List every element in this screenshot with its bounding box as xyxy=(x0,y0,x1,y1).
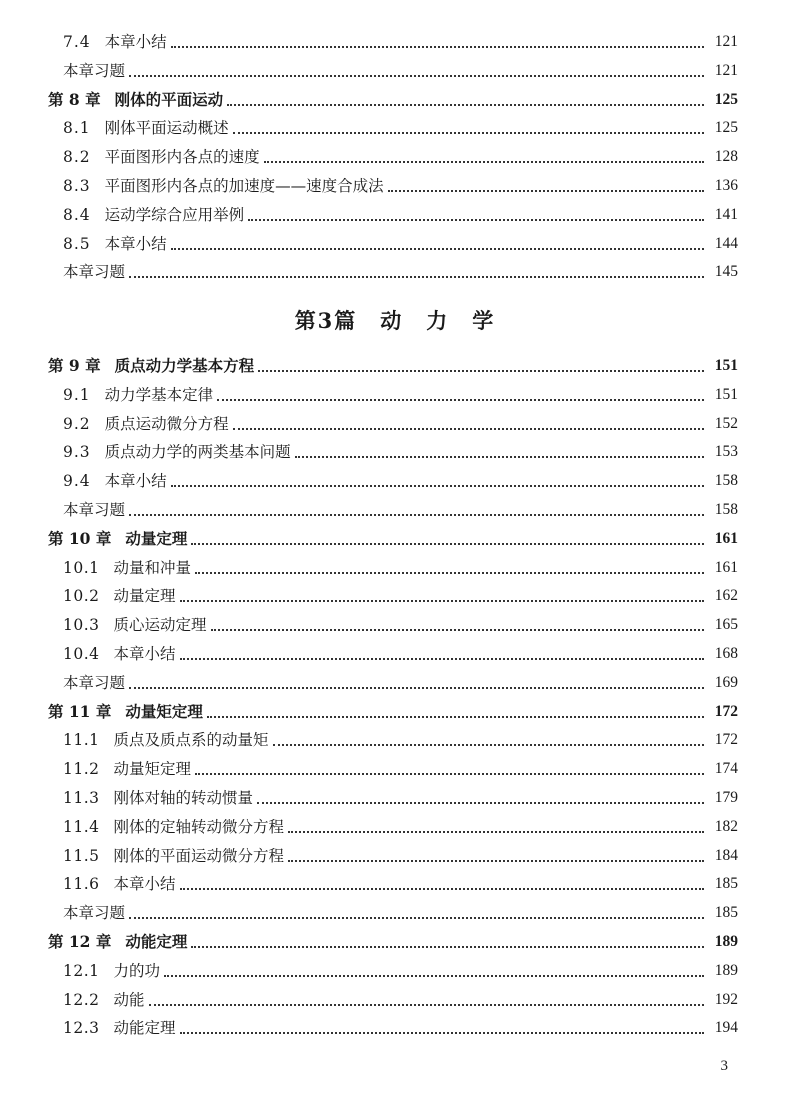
dot-leader xyxy=(129,915,704,919)
toc-entry-number: 11.2 xyxy=(63,760,100,779)
toc-exercises-row xyxy=(48,58,738,84)
toc-entry-page: 121 xyxy=(714,33,738,50)
toc-entry-title: 刚体对轴的转动惯量 xyxy=(113,789,254,807)
toc-section-row xyxy=(48,1015,738,1041)
dot-leader xyxy=(257,800,704,804)
toc-entry-number: 第 9 章 xyxy=(48,356,101,375)
toc-section-row xyxy=(48,468,738,494)
toc-entry-number: 第 10 章 xyxy=(48,528,112,548)
toc-section-row xyxy=(48,411,738,437)
toc-entry-page: 145 xyxy=(714,263,738,281)
toc-section-row xyxy=(48,173,738,199)
dot-leader xyxy=(288,829,704,833)
dot-leader xyxy=(195,570,704,574)
dot-leader xyxy=(129,685,704,689)
toc-entry-number: 7.4 xyxy=(63,33,91,51)
toc-entry-title: 刚体的平面运动微分方程 xyxy=(113,846,285,865)
page-number: 3 xyxy=(720,1058,728,1074)
toc-section-row xyxy=(48,612,738,638)
toc-entry-title: 本章习题 xyxy=(63,501,126,519)
toc-section-row xyxy=(48,641,738,667)
dot-leader xyxy=(258,368,704,372)
toc-entry-title: 质点动力学的两类基本问题 xyxy=(104,443,291,462)
toc-entry-page: 158 xyxy=(714,472,738,490)
toc-entry-page: 174 xyxy=(714,760,738,778)
toc-entry-number: 8.4 xyxy=(63,205,91,224)
toc-entry-title: 本章小结 xyxy=(113,645,176,663)
toc-section-row xyxy=(48,958,738,984)
toc-entry-page: 128 xyxy=(714,148,738,166)
toc-chapter-row xyxy=(48,929,738,955)
dot-leader xyxy=(180,1030,704,1034)
dot-leader xyxy=(211,627,704,631)
toc-entry-page: 185 xyxy=(714,904,738,922)
dot-leader xyxy=(295,454,704,458)
toc-section-row xyxy=(48,756,738,782)
dot-leader xyxy=(388,188,704,192)
toc-entry-number: 9.2 xyxy=(63,414,91,433)
toc-entry-page: 168 xyxy=(714,645,738,662)
toc-entry-number: 9.1 xyxy=(63,385,91,404)
toc-entry-page: 125 xyxy=(714,90,738,108)
toc-entry-title: 本章习题 xyxy=(63,61,126,80)
toc-entry-number: 12.3 xyxy=(63,1019,100,1038)
toc-entry-title: 动能定理 xyxy=(125,932,188,951)
dot-leader xyxy=(217,397,704,401)
toc-entry-page: 162 xyxy=(714,587,738,605)
toc-entry-title: 本章小结 xyxy=(104,33,167,51)
dot-leader xyxy=(149,1002,704,1006)
dot-leader xyxy=(248,217,704,221)
toc-entry-page: 184 xyxy=(714,846,738,864)
dot-leader xyxy=(171,246,704,250)
toc-entry-page: 165 xyxy=(714,616,738,634)
toc-entry-number: 11.4 xyxy=(63,817,100,836)
toc-entry-page: 172 xyxy=(714,702,738,720)
dot-leader xyxy=(129,73,704,77)
toc-entry-title: 本章小结 xyxy=(104,234,167,253)
toc-section-row xyxy=(48,871,738,897)
toc-entry-page: 161 xyxy=(714,558,738,576)
toc-chapter-row xyxy=(48,699,738,725)
toc-entry-title: 本章习题 xyxy=(63,904,126,923)
toc-entry-number: 10.3 xyxy=(63,616,100,635)
toc-entry-title: 动能定理 xyxy=(113,1019,176,1038)
dot-leader xyxy=(207,714,704,718)
toc-entry-page: 151 xyxy=(714,385,738,403)
toc-entry-number: 8.3 xyxy=(63,177,91,195)
dot-leader xyxy=(191,944,704,948)
dot-leader xyxy=(273,742,704,746)
dot-leader xyxy=(164,973,704,977)
dot-leader xyxy=(180,598,704,602)
toc-entry-number: 11.6 xyxy=(63,875,100,894)
toc-section-row xyxy=(48,144,738,170)
toc-entry-title: 平面图形内各点的加速度——速度合成法 xyxy=(104,177,384,195)
toc-entry-title: 本章习题 xyxy=(63,263,126,282)
toc-entry-title: 运动学综合应用举例 xyxy=(104,205,245,224)
toc-chapter-row xyxy=(48,87,738,113)
toc-entry-number: 8.1 xyxy=(63,119,91,138)
toc-entry-page: 136 xyxy=(714,177,738,194)
toc-entry-number: 10.4 xyxy=(63,645,100,663)
toc-entry-page: 121 xyxy=(714,61,738,79)
toc-entry-number: 10.2 xyxy=(63,587,100,606)
toc-entry-number: 10.1 xyxy=(63,558,100,577)
toc-entry-number: 9.4 xyxy=(63,472,91,491)
toc-entry-number: 9.3 xyxy=(63,443,91,462)
toc-entry-page: 144 xyxy=(714,234,738,252)
toc-exercises-row xyxy=(48,900,738,926)
toc-entry-title: 动量和冲量 xyxy=(113,558,192,577)
toc-entry-page: 158 xyxy=(714,501,738,518)
toc-entry-number: 11.3 xyxy=(63,789,100,807)
toc-section-row xyxy=(48,231,738,257)
dot-leader xyxy=(171,44,704,48)
toc-section-row xyxy=(48,727,738,753)
dot-leader xyxy=(227,102,704,106)
toc-entry-page: 152 xyxy=(714,414,738,432)
toc-section-row xyxy=(48,785,738,811)
dot-leader xyxy=(288,858,704,862)
dot-leader xyxy=(233,130,704,134)
dot-leader xyxy=(180,656,704,660)
toc-entry-page: 153 xyxy=(714,443,738,461)
toc-entry-number: 12.2 xyxy=(63,990,100,1009)
toc-entry-number: 12.1 xyxy=(63,961,100,980)
toc-exercises-row xyxy=(48,259,738,285)
toc-exercises-row xyxy=(48,670,738,696)
toc-exercises-row xyxy=(48,497,738,523)
toc-section-row xyxy=(48,115,738,141)
toc-entry-number: 第 8 章 xyxy=(48,89,101,109)
toc-chapter-row xyxy=(48,353,738,379)
toc-entry-title: 本章小结 xyxy=(113,875,176,894)
toc-entry-title: 质点动力学基本方程 xyxy=(114,356,255,375)
dot-leader xyxy=(180,886,704,890)
toc-entry-page: 169 xyxy=(714,673,738,691)
toc-entry-title: 平面图形内各点的速度 xyxy=(104,148,260,167)
toc-entry-page: 189 xyxy=(714,961,738,979)
toc-entry-title: 动能 xyxy=(113,990,145,1009)
dot-leader xyxy=(129,274,704,278)
toc-entry-title: 动量定理 xyxy=(125,528,188,548)
toc-chapter-row xyxy=(48,526,738,552)
toc-entry-title: 动量定理 xyxy=(113,587,176,606)
toc-section-row xyxy=(48,583,738,609)
toc-entry-number: 11.5 xyxy=(63,846,100,865)
toc-entry-page: 194 xyxy=(714,1019,738,1037)
dot-leader xyxy=(171,483,704,487)
toc-section-row xyxy=(48,987,738,1013)
toc-entry-page: 185 xyxy=(714,875,738,893)
dot-leader xyxy=(233,426,704,430)
toc-entry-page: 161 xyxy=(714,529,738,547)
toc-entry-number: 第 12 章 xyxy=(48,932,112,951)
toc-entry-page: 182 xyxy=(714,817,738,835)
toc-section-row xyxy=(48,555,738,581)
toc-entry-title: 质点及质点系的动量矩 xyxy=(113,731,269,750)
toc-entry-number: 8.5 xyxy=(63,234,91,253)
toc-section-row xyxy=(48,202,738,228)
dot-leader xyxy=(129,512,704,516)
toc-entry-title: 质心运动定理 xyxy=(113,616,207,635)
toc-entry-title: 动量矩定理 xyxy=(125,701,203,721)
toc-entry-title: 力的功 xyxy=(113,961,161,980)
toc-entry-title: 动力学基本定律 xyxy=(104,385,214,404)
toc-section-row xyxy=(48,814,738,840)
toc-entry-title: 质点运动微分方程 xyxy=(104,414,229,433)
toc-entry-title: 刚体平面运动概述 xyxy=(104,119,229,138)
toc-entry-page: 172 xyxy=(714,731,738,749)
toc-entry-page: 125 xyxy=(714,119,738,137)
toc-section-row xyxy=(48,29,738,55)
toc-entry-title: 动量矩定理 xyxy=(113,760,192,779)
toc-entry-title: 刚体的定轴转动微分方程 xyxy=(113,817,285,836)
dot-leader xyxy=(191,541,704,545)
toc-entry-title: 本章小结 xyxy=(104,472,167,491)
toc-entry-number: 8.2 xyxy=(63,148,91,167)
toc-entry-page: 141 xyxy=(714,205,738,223)
toc-entry-page: 189 xyxy=(714,933,738,950)
toc-entry-title: 本章习题 xyxy=(63,673,126,692)
toc-entry-title: 刚体的平面运动 xyxy=(114,89,224,109)
toc-entry-page: 192 xyxy=(714,990,738,1008)
toc-entry-number: 第 11 章 xyxy=(48,701,112,721)
dot-leader xyxy=(195,771,704,775)
toc-section-row xyxy=(48,439,738,465)
toc-entry-number: 11.1 xyxy=(63,731,100,750)
dot-leader xyxy=(264,159,704,163)
part-title: 第3篇 动 力 学 xyxy=(294,308,496,333)
toc-entry-page: 179 xyxy=(714,789,738,806)
toc-entry-page: 151 xyxy=(714,357,738,374)
toc-section-row xyxy=(48,843,738,869)
toc-section-row xyxy=(48,382,738,408)
